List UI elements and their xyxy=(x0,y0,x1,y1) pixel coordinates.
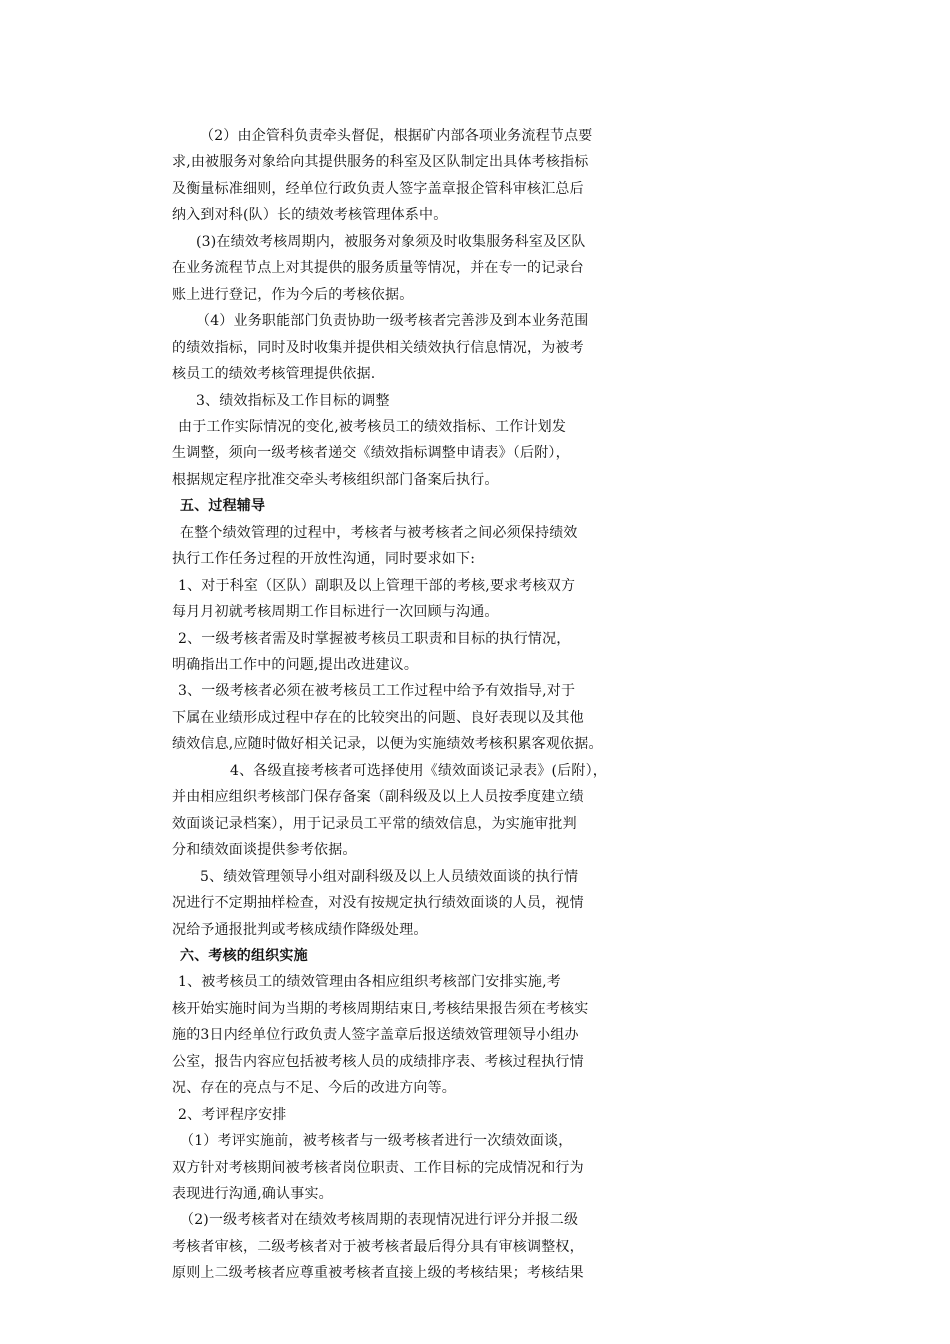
text-line: 生调整，须向一级考核者递交《绩效指标调整申请表》（后附）， xyxy=(172,445,570,462)
text-line: 在整个绩效管理的过程中，考核者与被考核者之间必须保持绩效 xyxy=(180,524,578,541)
text-line: 绩效信息,应随时做好相关记录，以便为实施绩效考核积累客观依据。 xyxy=(172,736,603,753)
text-line: 5、绩效管理领导小组对副科级及以上人员绩效面谈的执行情 xyxy=(200,868,579,885)
text-line: （2）由企管科负责牵头督促，根据矿内部各项业务流程节点要 xyxy=(200,128,593,144)
text-line: 求,由被服务对象给向其提供服务的科室及区队制定出具体考核指标 xyxy=(172,154,589,171)
text-line: 纳入到对科(队）长的绩效考核管理体系中。 xyxy=(172,207,448,224)
text-line: 核开始实施时间为当期的考核周期结束日,考核结果报告须在考核实 xyxy=(172,1000,589,1017)
text-line: 况进行不定期抽样检查，对没有按规定执行绩效面谈的人员，视情 xyxy=(172,895,584,912)
text-line: 在业务流程节点上对其提供的服务质量等情况，并在专一的记录台 xyxy=(172,260,584,277)
text-line: 表现进行沟通,确认事实。 xyxy=(172,1186,333,1202)
text-line: 及衡量标准细则，经单位行政负责人签字盖章报企管科审核汇总后 xyxy=(172,180,584,197)
text-line: （4）业务职能部门负责协助一级考核者完善涉及到本业务范围 xyxy=(196,313,589,330)
text-line: 4、各级直接考核者可选择使用《绩效面谈记录表》(后附）， xyxy=(230,762,607,779)
text-line: 考核者审核，二级考核者对于被考核者最后得分具有审核调整权， xyxy=(172,1238,584,1255)
section-heading: 五、过程辅导 xyxy=(180,498,266,515)
text-line: 明确指出工作中的问题,提出改进建议。 xyxy=(172,657,419,673)
text-line: （2)一级考核者对在绩效考核周期的表现情况进行评分并报二级 xyxy=(180,1212,579,1229)
text-line: 施的3日内经单位行政负责人签字盖章后报送绩效管理领导小组办 xyxy=(172,1027,579,1044)
text-line: 双方针对考核期间被考核者岗位职责、工作目标的完成情况和行为 xyxy=(172,1159,584,1176)
text-line: 况、存在的亮点与不足、今后的改进方向等。 xyxy=(172,1080,456,1097)
text-line: 3、一级考核者必须在被考核员工工作过程中给予有效指导,对于 xyxy=(178,683,576,700)
text-line: 况给予通报批判或考核成绩作降级处理。 xyxy=(172,921,428,938)
text-line: 2、考评程序安排 xyxy=(178,1106,287,1123)
text-line: 效面谈记录档案），用于记录员工平常的绩效信息，为实施审批判 xyxy=(172,815,577,832)
text-line: 1、被考核员工的绩效管理由各相应组织考核部门安排实施,考 xyxy=(178,974,561,991)
text-line: 的绩效指标，同时及时收集并提供相关绩效执行信息情况，为被考 xyxy=(172,339,584,356)
text-line: （1）考评实施前，被考核者与一级考核者进行一次绩效面谈， xyxy=(180,1133,573,1150)
text-line: 并由相应组织考核部门保存备案（副科级及以上人员按季度建立绩 xyxy=(172,789,584,806)
text-line: 账上进行登记，作为今后的考核依据。 xyxy=(172,286,414,303)
text-line: 3、绩效指标及工作目标的调整 xyxy=(196,392,390,409)
section-heading: 六、考核的组织实施 xyxy=(180,947,308,964)
text-line: 执行工作任务过程的开放性沟通，同时要求如下: xyxy=(172,551,476,568)
text-line: 核员工的绩效考核管理提供依据. xyxy=(172,366,376,383)
text-line: 2、一级考核者需及时掌握被考核员工职责和目标的执行情况， xyxy=(178,630,571,647)
text-line: 公室，报告内容应包括被考核人员的成绩排序表、考核过程执行情 xyxy=(172,1053,584,1070)
text-line: (3)在绩效考核周期内，被服务对象须及时收集服务科室及区队 xyxy=(196,233,586,250)
text-line: 由于工作实际情况的变化,被考核员工的绩效指标、工作计划发 xyxy=(178,418,567,435)
text-line: 根据规定程序批准交牵头考核组织部门备案后执行。 xyxy=(172,471,499,488)
text-line: 原则上二级考核者应尊重被考核者直接上级的考核结果；考核结果 xyxy=(172,1265,584,1282)
text-line: 下属在业绩形成过程中存在的比较突出的问题、良好表现以及其他 xyxy=(172,709,584,726)
text-line: 每月月初就考核周期工作目标进行一次回顾与沟通。 xyxy=(172,604,499,621)
text-line: 分和绩效面谈提供参考依据。 xyxy=(172,842,357,859)
text-line: 1、对于科室（区队）副职及以上管理干部的考核,要求考核双方 xyxy=(178,577,576,594)
